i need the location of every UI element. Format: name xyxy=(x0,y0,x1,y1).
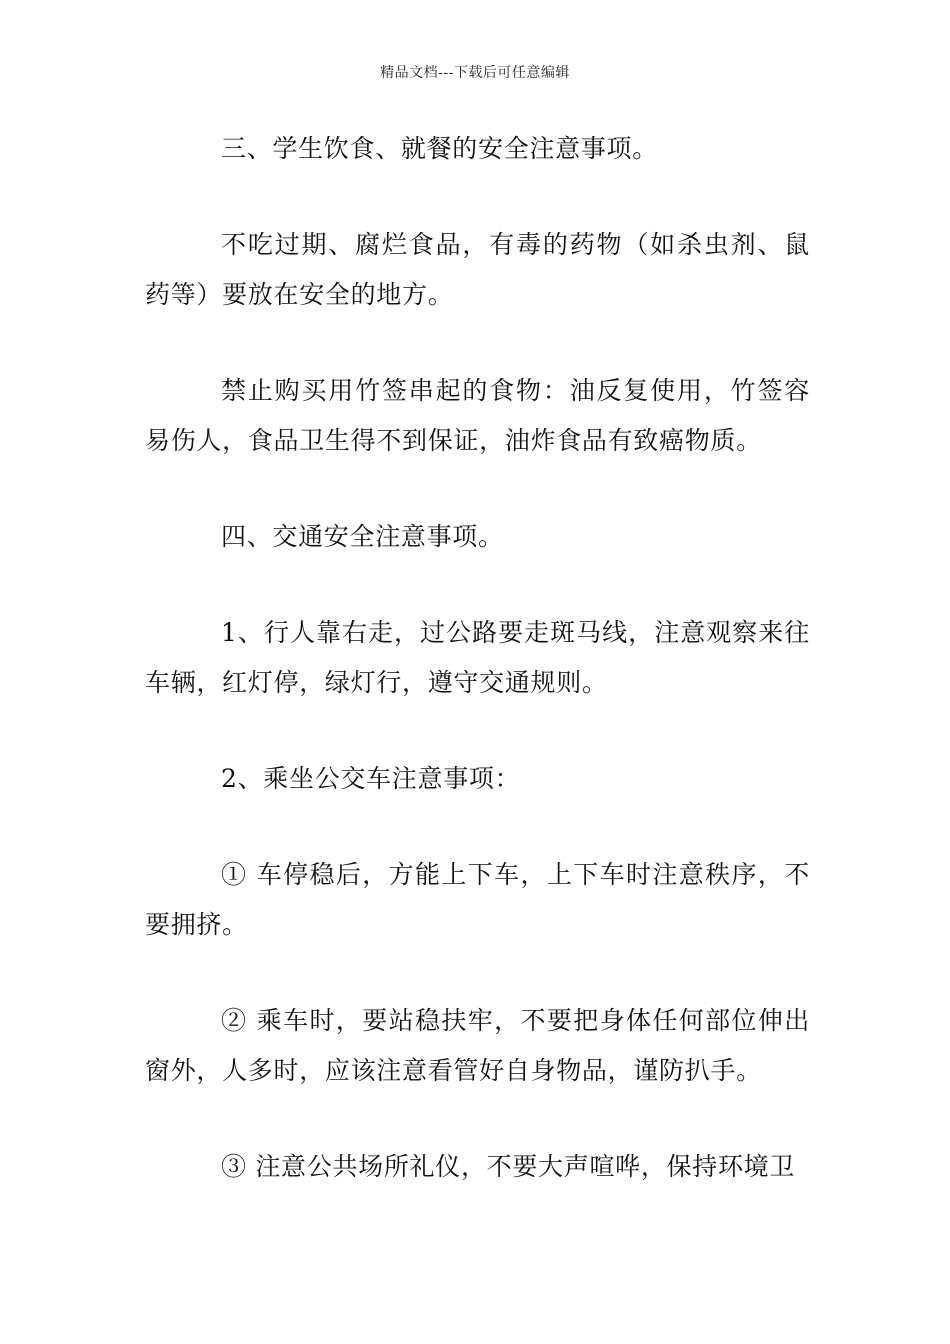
paragraph-bus-item-3: ③ 注意公共场所礼仪，不要大声喧哗，保持环境卫 xyxy=(221,1152,796,1181)
paragraph-pedestrian-rules: 1、行人靠右走，过公路要走斑马线，注意观察来往车辆，红灯停，绿灯行，遵守交通规则。 xyxy=(145,618,810,697)
paragraph-bus-item-1: ① 车停稳后，方能上下车，上下车时注意秩序，不要拥挤。 xyxy=(145,860,810,939)
paragraph-bus-heading: 2、乘坐公交车注意事项： xyxy=(221,764,521,793)
section-heading-diet-safety: 三、学生饮食、就餐的安全注意事项。 xyxy=(221,134,658,163)
paragraph-expired-food: 不吃过期、腐烂食品，有毒的药物（如杀虫剂、鼠药等）要放在安全的地方。 xyxy=(145,230,810,309)
page-header: 精品文档---下载后可任意编辑 xyxy=(380,65,570,81)
paragraph-skewered-food: 禁止购买用竹签串起的食物：油反复使用，竹签容易伤人，食品卫生得不到保证，油炸食品有致癌物质。 xyxy=(145,376,810,455)
section-heading-traffic-safety: 四、交通安全注意事项。 xyxy=(221,522,504,551)
paragraph-bus-item-2: ② 乘车时，要站稳扶牢，不要把身体任何部位伸出窗外，人多时，应该注意看管好自身物品，谨防扒手。 xyxy=(145,1006,810,1085)
document-body xyxy=(145,124,810,1192)
